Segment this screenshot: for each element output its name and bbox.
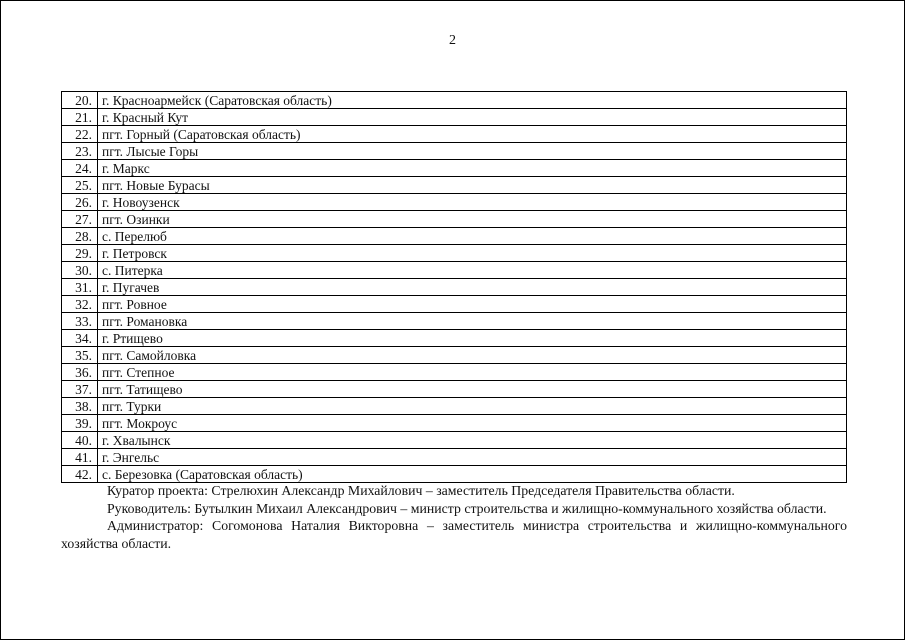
row-number-cell: 25. xyxy=(62,177,98,194)
city-table xyxy=(61,91,847,483)
table-row xyxy=(62,143,847,160)
row-name-cell: пгт. Степное xyxy=(98,364,847,381)
table-row xyxy=(62,109,847,126)
row-name-cell: г. Ртищево xyxy=(98,330,847,347)
row-number-cell: 32. xyxy=(62,296,98,313)
table-row xyxy=(62,466,847,483)
row-number-cell: 24. xyxy=(62,160,98,177)
row-number-cell: 31. xyxy=(62,279,98,296)
table-row xyxy=(62,347,847,364)
row-name-cell: г. Новоузенск xyxy=(98,194,847,211)
row-number-cell: 42. xyxy=(62,466,98,483)
row-name-cell: пгт. Татищево xyxy=(98,381,847,398)
row-number-cell: 27. xyxy=(62,211,98,228)
table-row xyxy=(62,449,847,466)
row-number-cell: 41. xyxy=(62,449,98,466)
city-table-body xyxy=(62,92,847,483)
row-name-cell: с. Перелюб xyxy=(98,228,847,245)
row-name-cell: г. Красный Кут xyxy=(98,109,847,126)
table-row xyxy=(62,313,847,330)
table-row xyxy=(62,177,847,194)
table-row xyxy=(62,211,847,228)
table-row xyxy=(62,279,847,296)
row-name-cell: с. Березовка (Саратовская область) xyxy=(98,466,847,483)
row-name-cell: г. Энгельс xyxy=(98,449,847,466)
table-row xyxy=(62,194,847,211)
row-name-cell: г. Хвалынск xyxy=(98,432,847,449)
row-number-cell: 30. xyxy=(62,262,98,279)
row-number-cell: 40. xyxy=(62,432,98,449)
table-row xyxy=(62,126,847,143)
row-name-cell: пгт. Турки xyxy=(98,398,847,415)
row-number-cell: 35. xyxy=(62,347,98,364)
row-name-cell: с. Питерка xyxy=(98,262,847,279)
row-number-cell: 28. xyxy=(62,228,98,245)
table-row xyxy=(62,381,847,398)
row-name-cell: г. Красноармейск (Саратовская область) xyxy=(98,92,847,109)
row-number-cell: 36. xyxy=(62,364,98,381)
table-row xyxy=(62,330,847,347)
row-number-cell: 29. xyxy=(62,245,98,262)
row-name-cell: г. Пугачев xyxy=(98,279,847,296)
row-number-cell: 23. xyxy=(62,143,98,160)
row-name-cell: пгт. Новые Бурасы xyxy=(98,177,847,194)
table-row xyxy=(62,228,847,245)
row-name-cell: пгт. Мокроус xyxy=(98,415,847,432)
row-name-cell: пгт. Романовка xyxy=(98,313,847,330)
administrator-paragraph: Администратор: Согомонова Наталия Викторовна – заместитель министра строительства и жилищно-коммунального хозяйства области. xyxy=(61,518,847,551)
row-name-cell: г. Маркс xyxy=(98,160,847,177)
row-number-cell: 26. xyxy=(62,194,98,211)
page-number: 2 xyxy=(449,33,456,48)
row-name-cell: пгт. Горный (Саратовская область) xyxy=(98,126,847,143)
table-row xyxy=(62,296,847,313)
table-row xyxy=(62,160,847,177)
table-row xyxy=(62,432,847,449)
row-name-cell: пгт. Самойловка xyxy=(98,347,847,364)
row-name-cell: г. Петровск xyxy=(98,245,847,262)
row-name-cell: пгт. Озинки xyxy=(98,211,847,228)
leader-paragraph: Руководитель: Бутылкин Михаил Александрович – министр строительства и жилищно-коммунального хозяйства области. xyxy=(107,500,827,516)
footer-paragraphs xyxy=(61,482,847,552)
row-number-cell: 34. xyxy=(62,330,98,347)
table-row xyxy=(62,262,847,279)
row-number-cell: 38. xyxy=(62,398,98,415)
row-number-cell: 37. xyxy=(62,381,98,398)
curator-paragraph: Куратор проекта: Стрелюхин Александр Михайлович – заместитель Председателя Правительства области. xyxy=(107,483,735,498)
row-name-cell: пгт. Ровное xyxy=(98,296,847,313)
row-number-cell: 39. xyxy=(62,415,98,432)
table-row xyxy=(62,398,847,415)
table-row xyxy=(62,415,847,432)
row-number-cell: 20. xyxy=(62,92,98,109)
row-number-cell: 22. xyxy=(62,126,98,143)
table-row xyxy=(62,92,847,109)
row-number-cell: 33. xyxy=(62,313,98,330)
row-number-cell: 21. xyxy=(62,109,98,126)
table-row xyxy=(62,245,847,262)
row-name-cell: пгт. Лысые Горы xyxy=(98,143,847,160)
table-row xyxy=(62,364,847,381)
